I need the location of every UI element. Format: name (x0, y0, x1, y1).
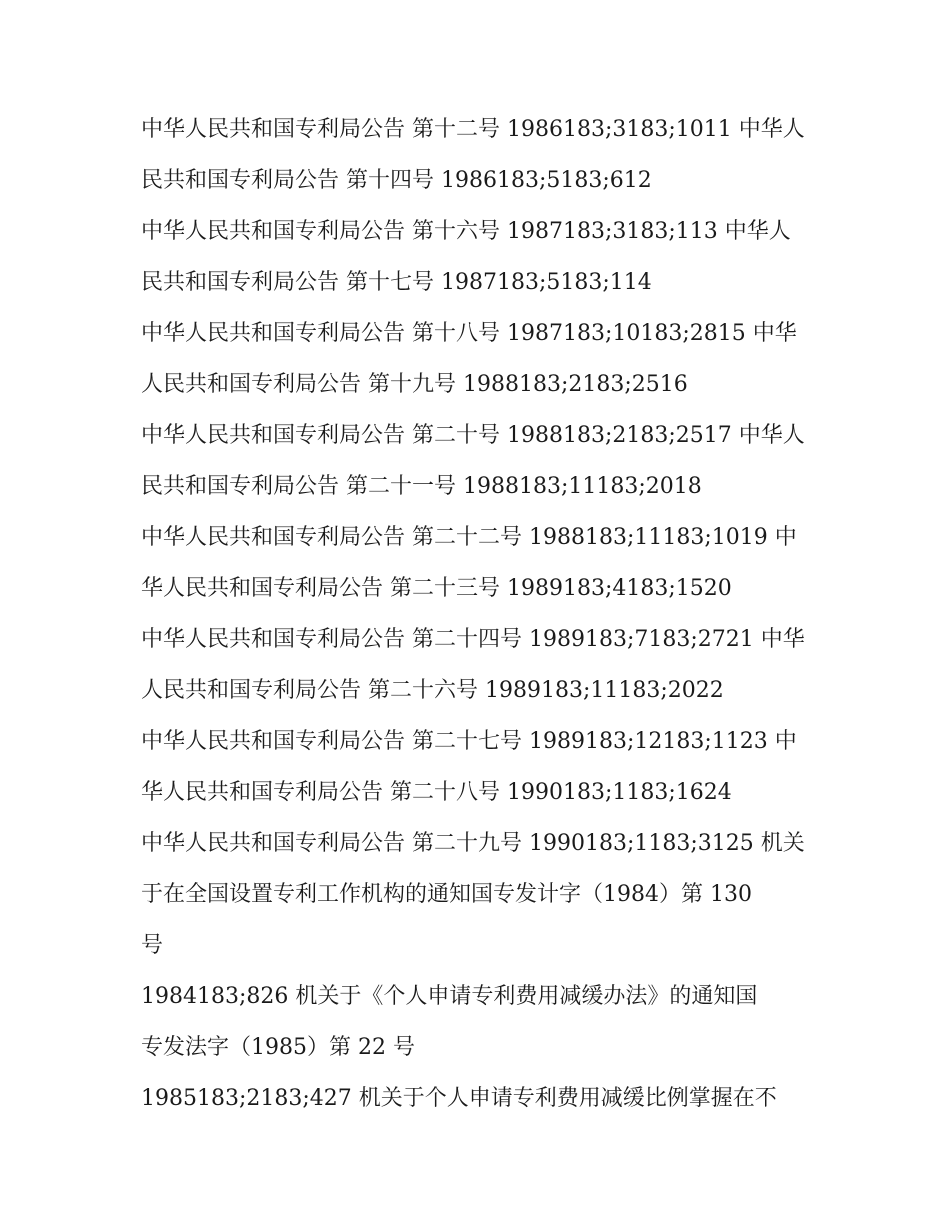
text-line: 中华人民共和国专利局公告 第二十四号 1989183;7183;2721 中华 (141, 627, 805, 652)
text-line: 人民共和国专利局公告 第十九号 1988183;2183;2516 (141, 372, 688, 397)
document-text (141, 104, 831, 1124)
text-line: 1984183;826 机关于《个人申请专利费用减缓办法》的通知国 (141, 984, 758, 1009)
text-line: 中华人民共和国专利局公告 第十二号 1986183;3183;1011 中华人 (141, 117, 805, 142)
text-line: 中华人民共和国专利局公告 第二十号 1988183;2183;2517 中华人 (141, 423, 805, 448)
text-line: 1985183;2183;427 机关于个人申请专利费用减缓比例掌握在不 (141, 1086, 777, 1111)
text-line: 专发法字（1985）第 22 号 (141, 1035, 415, 1060)
text-line: 人民共和国专利局公告 第二十六号 1989183;11183;2022 (141, 678, 724, 703)
text-line: 于在全国设置专利工作机构的通知国专发计字（1984）第 130 (141, 882, 752, 907)
text-line: 民共和国专利局公告 第二十一号 1988183;11183;2018 (141, 474, 702, 499)
text-line: 华人民共和国专利局公告 第二十八号 1990183;1183;1624 (141, 780, 732, 805)
text-line: 华人民共和国专利局公告 第二十三号 1989183;4183;1520 (141, 576, 732, 601)
text-line: 民共和国专利局公告 第十四号 1986183;5183;612 (141, 168, 652, 193)
text-line: 号 (141, 933, 164, 958)
text-line: 中华人民共和国专利局公告 第十八号 1987183;10183;2815 中华 (141, 321, 797, 346)
text-line: 中华人民共和国专利局公告 第十六号 1987183;3183;113 中华人 (141, 219, 791, 244)
text-line: 中华人民共和国专利局公告 第二十七号 1989183;12183;1123 中 (141, 729, 797, 754)
text-line: 中华人民共和国专利局公告 第二十九号 1990183;1183;3125 机关 (141, 831, 805, 856)
text-line: 中华人民共和国专利局公告 第二十二号 1988183;11183;1019 中 (141, 525, 797, 550)
text-line: 民共和国专利局公告 第十七号 1987183;5183;114 (141, 270, 652, 295)
